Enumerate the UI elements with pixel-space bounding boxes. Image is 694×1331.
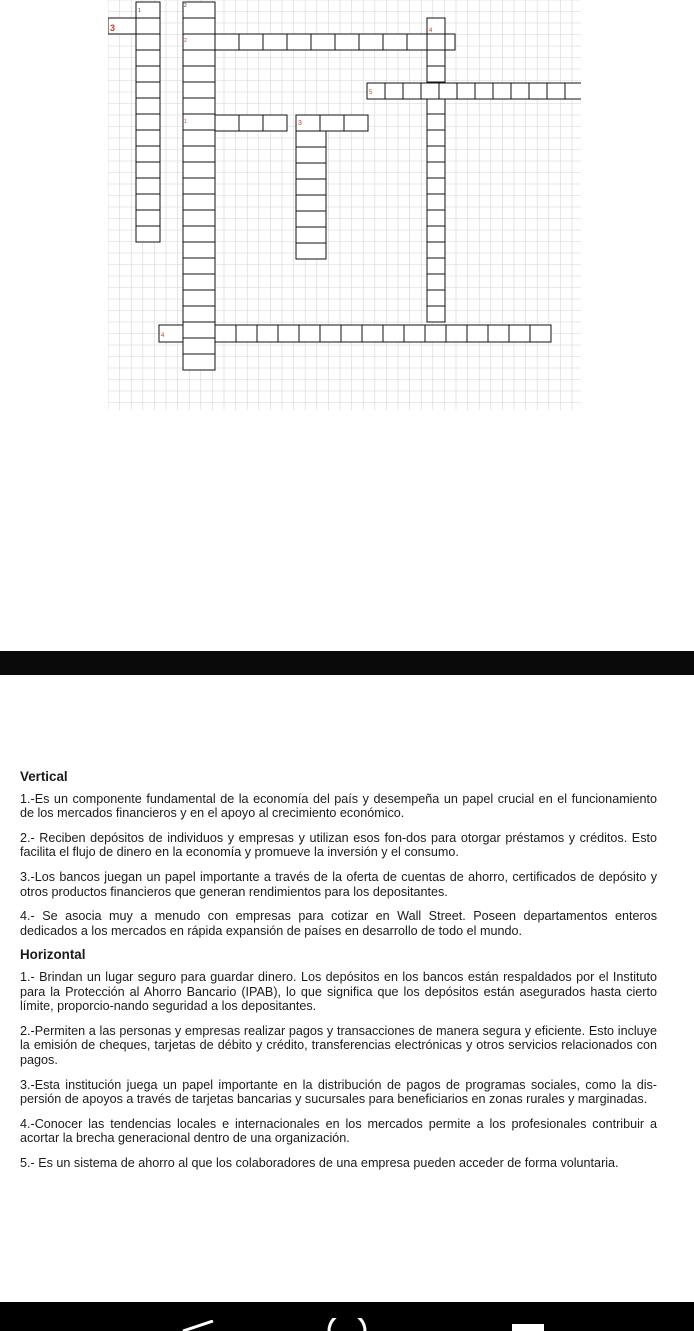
horizontal-4-cell[interactable] bbox=[215, 325, 236, 342]
horizontal-2-cell[interactable] bbox=[383, 34, 407, 50]
horizontal-2-cell[interactable] bbox=[287, 34, 311, 50]
horizontal-5-cell[interactable] bbox=[547, 83, 565, 99]
vertical-2-cell[interactable] bbox=[183, 306, 215, 322]
vertical-2-cell[interactable] bbox=[183, 322, 215, 338]
vertical-2-cell[interactable] bbox=[183, 242, 215, 258]
vertical-2-cell[interactable] bbox=[183, 50, 215, 66]
horizontal-5-cell[interactable] bbox=[493, 83, 511, 99]
horizontal-5-cell[interactable] bbox=[529, 83, 547, 99]
vertical-4-cell[interactable] bbox=[427, 226, 445, 242]
horizontal-clue-1: 1.- Brindan un lugar seguro para guardar dinero. Los depósitos en los bancos están respaldados por el Instituto para la Protección al Ahorro Bancario (IPAB), lo que significa que los depósitos están asegurados hasta cierto límite, proporcio-nando seguridad a los depositantes. bbox=[20, 969, 657, 1014]
label-horizontal-3: 3 bbox=[110, 23, 116, 33]
home-icon[interactable] bbox=[325, 1318, 369, 1331]
vertical-4-cell[interactable] bbox=[427, 178, 445, 194]
horizontal-1-cell[interactable] bbox=[239, 115, 263, 131]
horizontal-4-cell[interactable] bbox=[488, 325, 509, 342]
horizontal-4-cell[interactable] bbox=[530, 325, 551, 342]
vertical-3-cell[interactable] bbox=[296, 195, 326, 211]
vertical-2-cell[interactable] bbox=[183, 114, 215, 130]
vertical-2-cell[interactable] bbox=[183, 146, 215, 162]
vertical-3-cell[interactable] bbox=[296, 179, 326, 195]
back-icon[interactable] bbox=[175, 1320, 215, 1331]
vertical-2-cell[interactable] bbox=[183, 66, 215, 82]
label-horizontal-5: 5 bbox=[369, 90, 373, 96]
horizontal-5-cell[interactable] bbox=[439, 83, 457, 99]
vertical-4-cell[interactable] bbox=[427, 258, 445, 274]
horizontal-4-cell[interactable] bbox=[320, 325, 341, 342]
horizontal-clue-2: 2.-Permiten a las personas y empresas realizar pagos y transacciones de manera segura y eficiente. Esto incluye la emisión de cheques, tarjetas de débito y crédito, transferencias electrónicas y otros servicios relacionados con pagos. bbox=[20, 1023, 657, 1067]
vertical-4-cell[interactable] bbox=[427, 98, 445, 114]
horizontal-3-cell[interactable] bbox=[344, 115, 368, 131]
vertical-2-cell[interactable] bbox=[183, 194, 215, 210]
vertical-2-cell[interactable] bbox=[183, 130, 215, 146]
vertical-title: Vertical bbox=[20, 769, 68, 784]
horizontal-4-cell[interactable] bbox=[299, 325, 320, 342]
vertical-2-cell[interactable] bbox=[183, 354, 215, 370]
horizontal-2-cell[interactable] bbox=[311, 34, 335, 50]
vertical-1-cell[interactable] bbox=[136, 34, 160, 50]
vertical-1-cell[interactable] bbox=[136, 162, 160, 178]
vertical-4-cell[interactable] bbox=[427, 210, 445, 226]
vertical-4-cell[interactable] bbox=[427, 306, 445, 322]
horizontal-title: Horizontal bbox=[20, 947, 86, 963]
vertical-1-cell[interactable] bbox=[136, 178, 160, 194]
vertical-4-cell[interactable] bbox=[427, 242, 445, 258]
horizontal-2-cell[interactable] bbox=[239, 34, 263, 50]
horizontal-2-cell[interactable] bbox=[215, 34, 239, 50]
vertical-1-cell[interactable] bbox=[136, 146, 160, 162]
vertical-1-cell[interactable] bbox=[136, 210, 160, 226]
label-vertical-1: 1 bbox=[138, 8, 141, 14]
clues-section bbox=[20, 770, 657, 1180]
label-vertical-3: 3 bbox=[298, 120, 302, 127]
horizontal-4-cell[interactable] bbox=[362, 325, 383, 342]
label-horizontal-4: 4 bbox=[161, 333, 165, 339]
horizontal-1-cell[interactable] bbox=[215, 115, 239, 131]
horizontal-4-cell[interactable] bbox=[467, 325, 488, 342]
vertical-3-cell[interactable] bbox=[296, 131, 326, 147]
vertical-clue-4: 4.- Se asocia muy a menudo con empresas para cotizar en Wall Street. Poseen departamentos enteros dedicados a los mercados en rápida expansión de países en desarrollo de todo el mundo. bbox=[20, 909, 657, 938]
vertical-2-cell[interactable] bbox=[183, 2, 215, 18]
vertical-4-cell[interactable] bbox=[427, 290, 445, 306]
vertical-clue-2: 2.- Reciben depósitos de individuos y empresas y utilizan esos fon-dos para otorgar préstamos y créditos. Esto facilita el flujo de dinero en la economía y promueve la inversión y el consumo. bbox=[20, 830, 657, 860]
vertical-2-cell[interactable] bbox=[183, 178, 215, 194]
horizontal-2-cell[interactable] bbox=[335, 34, 359, 50]
horizontal-5-cell[interactable] bbox=[403, 83, 421, 99]
horizontal-4-cell[interactable] bbox=[383, 325, 404, 342]
vertical-3-cell[interactable] bbox=[296, 227, 326, 243]
vertical-1-cell[interactable] bbox=[136, 66, 160, 82]
vertical-2-cell[interactable] bbox=[183, 82, 215, 98]
vertical-4-cell[interactable] bbox=[427, 34, 445, 50]
vertical-2-cell[interactable] bbox=[183, 18, 215, 34]
vertical-1-cell[interactable] bbox=[136, 194, 160, 210]
horizontal-4-cell[interactable] bbox=[278, 325, 299, 342]
vertical-4-cell[interactable] bbox=[427, 114, 445, 130]
horizontal-5-cell[interactable] bbox=[457, 83, 475, 99]
horizontal-3-cell[interactable] bbox=[320, 115, 344, 131]
horizontal-5-cell[interactable] bbox=[511, 83, 529, 99]
vertical-2-cell[interactable] bbox=[183, 274, 215, 290]
label-horizontal-2: 2 bbox=[184, 38, 187, 44]
horizontal-4-cell[interactable] bbox=[236, 325, 257, 342]
vertical-2-cell[interactable] bbox=[183, 34, 215, 50]
horizontal-4-cell[interactable] bbox=[509, 325, 530, 342]
label-vertical-2: 2 bbox=[184, 3, 187, 9]
system-navigation-bar bbox=[0, 1302, 694, 1331]
horizontal-2-cell[interactable] bbox=[263, 34, 287, 50]
vertical-clue-1: 1.-Es un componente fundamental de la economía del país y desempeña un papel crucial en el funcionamiento de los mercados financieros y en el apoyo al crecimiento económico. bbox=[20, 791, 657, 821]
horizontal-5-cell[interactable] bbox=[421, 83, 439, 99]
vertical-1-cell[interactable] bbox=[136, 114, 160, 130]
vertical-1-cell[interactable] bbox=[136, 50, 160, 66]
vertical-4-cell[interactable] bbox=[427, 162, 445, 178]
vertical-4-cell[interactable] bbox=[427, 194, 445, 210]
vertical-4-cell[interactable] bbox=[427, 66, 445, 82]
horizontal-4-cell[interactable] bbox=[446, 325, 467, 342]
horizontal-5-cell[interactable] bbox=[475, 83, 493, 99]
vertical-3-cell[interactable] bbox=[296, 211, 326, 227]
horizontal-2-cell[interactable] bbox=[359, 34, 383, 50]
black-divider-band bbox=[0, 651, 694, 675]
label-horizontal-1: 1 bbox=[184, 119, 187, 125]
vertical-1-cell[interactable] bbox=[136, 82, 160, 98]
vertical-4-cell[interactable] bbox=[427, 130, 445, 146]
vertical-2-cell[interactable] bbox=[183, 210, 215, 226]
horizontal-4-cell[interactable] bbox=[404, 325, 425, 342]
crossword-area bbox=[108, 0, 581, 410]
vertical-2-cell[interactable] bbox=[183, 162, 215, 178]
vertical-1-cell[interactable] bbox=[136, 226, 160, 242]
horizontal-5-cell[interactable] bbox=[565, 83, 581, 99]
vertical-2-cell[interactable] bbox=[183, 338, 215, 354]
horizontal-4-cell[interactable] bbox=[425, 325, 446, 342]
vertical-clue-3: 3.-Los bancos juegan un papel importante a través de la oferta de cuentas de ahorro, certificados de depósito y otros productos financieros que generan rendimientos para los depositantes. bbox=[20, 869, 657, 899]
vertical-4-cell[interactable] bbox=[427, 50, 445, 66]
vertical-1-cell[interactable] bbox=[136, 130, 160, 146]
vertical-2-cell[interactable] bbox=[183, 258, 215, 274]
vertical-3-cell[interactable] bbox=[296, 163, 326, 179]
vertical-3-cell[interactable] bbox=[296, 243, 326, 259]
horizontal-5-cell[interactable] bbox=[385, 83, 403, 99]
vertical-4-cell[interactable] bbox=[427, 146, 445, 162]
horizontal-clue-5: 5.- Es un sistema de ahorro al que los colaboradores de una empresa pueden acceder de forma voluntaria. bbox=[20, 1155, 619, 1170]
vertical-2-cell[interactable] bbox=[183, 98, 215, 114]
vertical-3-cell[interactable] bbox=[296, 147, 326, 163]
vertical-1-cell[interactable] bbox=[136, 98, 160, 114]
vertical-2-cell[interactable] bbox=[183, 290, 215, 306]
horizontal-1-cell[interactable] bbox=[263, 115, 287, 131]
recents-icon[interactable] bbox=[512, 1324, 544, 1331]
vertical-1-cell[interactable] bbox=[136, 18, 160, 34]
vertical-4-cell[interactable] bbox=[427, 274, 445, 290]
horizontal-4-cell[interactable] bbox=[341, 325, 362, 342]
horizontal-4-cell[interactable] bbox=[257, 325, 278, 342]
crossword-grid bbox=[108, 0, 581, 410]
horizontal-clue-4: 4.-Conocer las tendencias locales e internacionales en los mercados permite a los profesionales contribuir a acortar la brecha generacional dentro de una organización. bbox=[20, 1116, 657, 1146]
background-grid-lines bbox=[108, 0, 581, 410]
label-vertical-4: 4 bbox=[429, 28, 433, 34]
vertical-2-cell[interactable] bbox=[183, 226, 215, 242]
horizontal-clue-3: 3.-Esta institución juega un papel importante en la distribución de pagos de programas sociales, como la dis-persión de apoyos a través de tarjetas bancarias y sucursales para beneficiarios en zonas rurales y marginadas. bbox=[20, 1077, 657, 1107]
